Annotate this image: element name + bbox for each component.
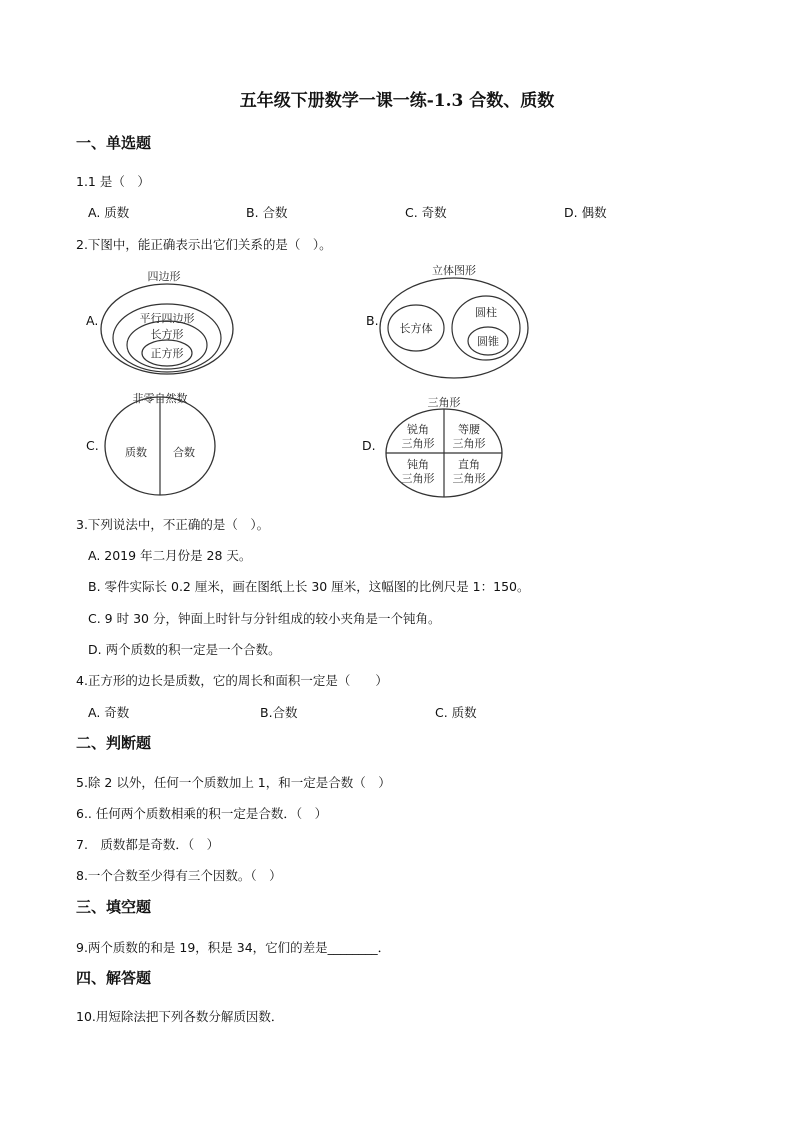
q3-option-a: A. 2019 年二月份是 28 天。 xyxy=(88,548,252,563)
figd-br-line2: 三角形 xyxy=(452,472,486,485)
q3-option-d: D. 两个质数的积一定是一个合数。 xyxy=(88,642,281,657)
q4-option-b: B.合数 xyxy=(260,705,298,720)
section-heading-true-false: 二、判断题 xyxy=(76,734,152,752)
question-10: 10.用短除法把下列各数分解质因数． xyxy=(76,1009,284,1024)
q2-figure-c-label: C. xyxy=(86,438,99,453)
section-heading-answer: 四、解答题 xyxy=(76,969,152,987)
figc-left-label: 质数 xyxy=(125,446,147,459)
figd-bl-line1: 钝角 xyxy=(407,458,429,471)
q2-figure-a-diagram xyxy=(100,266,240,378)
q3-option-b: B. 零件实际长 0.2 厘米，画在图纸上长 30 厘米，这幅图的比例尺是 1：150。 xyxy=(88,579,530,594)
q1-option-c: C. 奇数 xyxy=(405,205,447,220)
q2-figure-b-label: B. xyxy=(366,313,379,328)
figa-inner-label: 长方形 xyxy=(150,328,184,341)
q2-figure-a-label: A. xyxy=(86,313,99,328)
figd-tl-line2: 三角形 xyxy=(401,437,435,450)
q3-option-c: C. 9 时 30 分，钟面上时针与分针组成的较小夹角是一个钝角。 xyxy=(88,611,441,626)
question-9: 9.两个质数的和是 19，积是 34，它们的差是________． xyxy=(76,940,391,955)
q2-figure-c-diagram xyxy=(102,388,218,498)
figd-tr-line2: 三角形 xyxy=(452,437,486,450)
figb-right-inner-label: 圆锥 xyxy=(477,335,499,348)
section-heading-fill-in: 三、填空题 xyxy=(76,898,152,916)
q1-option-d: D. 偶数 xyxy=(564,205,607,220)
question-8: 8.一个合数至少得有三个因数。（ ） xyxy=(76,868,282,883)
q2-figure-b-diagram xyxy=(378,260,532,382)
question-3: 3.下列说法中，不正确的是（ ）。 xyxy=(76,517,270,532)
question-4: 4.正方形的边长是质数，它的周长和面积一定是（ ） xyxy=(76,673,388,688)
question-6: 6.. 任何两个质数相乘的积一定是合数．（ ） xyxy=(76,806,328,821)
figa-mid-label: 平行四边形 xyxy=(139,312,195,325)
figa-outer-label: 四边形 xyxy=(147,270,181,283)
figa-core-label: 正方形 xyxy=(150,347,184,360)
q2-figure-d-label: D. xyxy=(362,438,376,453)
figd-tl-line1: 锐角 xyxy=(407,423,429,436)
figd-br-line1: 直角 xyxy=(458,458,480,471)
question-5: 5.除 2 以外，任何一个质数加上 1，和一定是合数（ ） xyxy=(76,775,391,790)
figd-tr-line1: 等腰 xyxy=(458,423,480,436)
page-title: 五年级下册数学一课一练-1.3 合数、质数 xyxy=(239,91,555,111)
q4-option-a: A. 奇数 xyxy=(88,705,130,720)
question-2: 2.下图中，能正确表示出它们关系的是（ ）。 xyxy=(76,237,332,252)
q2-figure-d-diagram xyxy=(384,392,504,500)
figb-left-label: 长方体 xyxy=(399,322,433,335)
question-7: 7. 质数都是奇数．（ ） xyxy=(76,837,220,852)
figb-right-label: 圆柱 xyxy=(475,306,497,319)
q1-option-a: A. 质数 xyxy=(88,205,130,220)
figc-outer-label: 非零自然数 xyxy=(132,392,188,405)
figd-outer-label: 三角形 xyxy=(427,396,461,409)
q1-option-b: B. 合数 xyxy=(246,205,288,220)
section-heading-single-choice: 一、单选题 xyxy=(76,134,152,152)
figb-outer-label: 立体图形 xyxy=(432,264,476,277)
q4-option-c: C. 质数 xyxy=(435,705,477,720)
question-1: 1.1 是（ ） xyxy=(76,174,150,189)
figc-right-label: 合数 xyxy=(173,446,195,459)
figd-bl-line2: 三角形 xyxy=(401,472,435,485)
